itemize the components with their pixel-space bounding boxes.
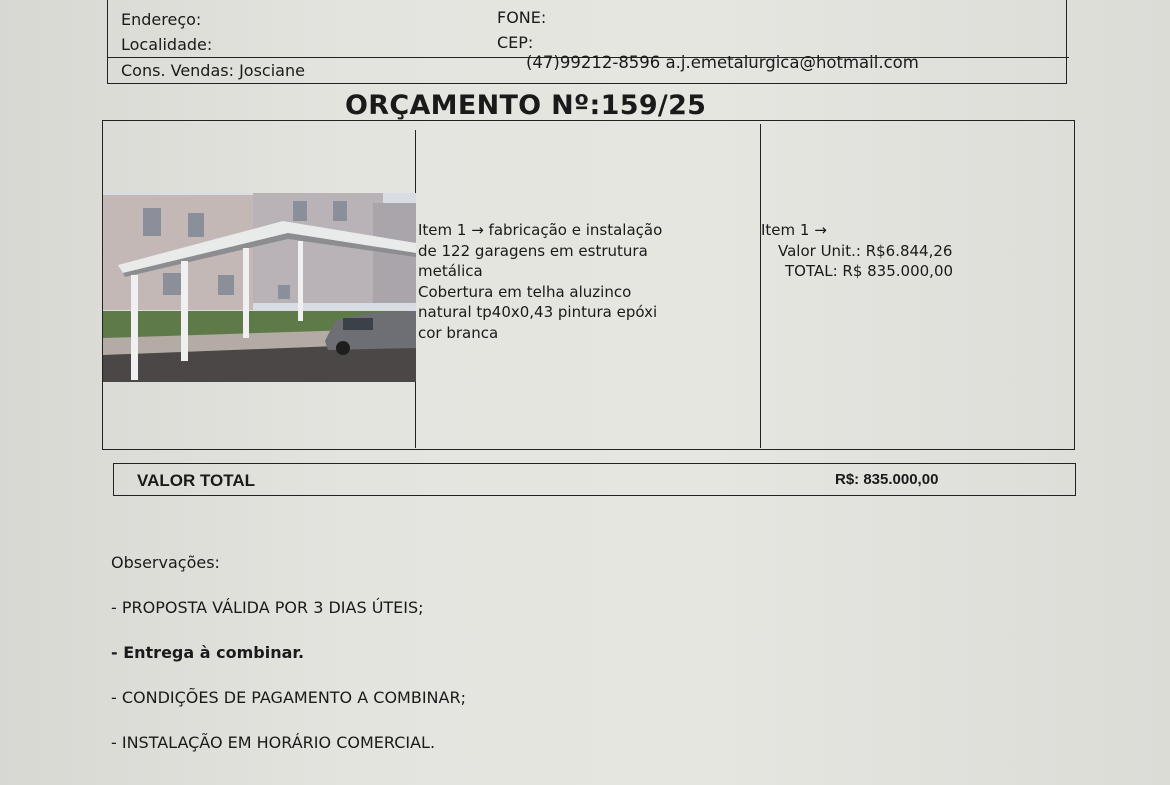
cep-label: CEP: — [497, 33, 534, 52]
endereco-label: Endereço: — [121, 10, 202, 29]
observation-line: - PROPOSTA VÁLIDA POR 3 DIAS ÚTEIS; — [111, 598, 424, 617]
description-line: Item 1 → fabricação e instalação — [418, 221, 663, 239]
table-divider — [760, 124, 761, 448]
description-line: de 122 garagens em estrutura — [418, 241, 648, 260]
observation-line: - CONDIÇÕES DE PAGAMENTO A COMBINAR; — [111, 688, 466, 707]
description-line: metálica — [418, 262, 483, 280]
price-header: Item 1 → — [761, 221, 827, 239]
item-description — [418, 220, 748, 343]
observation-line: - INSTALAÇÃO EM HORÁRIO COMERCIAL. — [111, 733, 436, 752]
total-label: VALOR TOTAL — [137, 471, 256, 490]
description-line: cor branca — [418, 323, 499, 342]
contact-info: (47)99212-8596 a.j.emetalurgica@hotmail.com — [526, 53, 919, 72]
unit-value: Valor Unit.: R$6.844,26 — [778, 241, 953, 260]
observations-title: Observações: — [111, 553, 220, 572]
description-line: natural tp40x0,43 pintura epóxi — [418, 303, 658, 321]
total-value: R$: 835.000,00 — [835, 471, 939, 488]
observation-line: - Entrega à combinar. — [111, 643, 305, 662]
quote-title: ORÇAMENTO Nº:159/25 — [345, 90, 707, 121]
sales-consultant: Cons. Vendas: Josciane — [121, 61, 305, 80]
fone-label: FONE: — [497, 8, 547, 27]
garage-photo — [103, 193, 416, 382]
localidade-label: Localidade: — [121, 35, 213, 54]
item-price — [761, 220, 953, 282]
item-total: TOTAL: R$ 835.000,00 — [785, 262, 954, 280]
description-line: Cobertura em telha aluzinco — [418, 282, 632, 301]
